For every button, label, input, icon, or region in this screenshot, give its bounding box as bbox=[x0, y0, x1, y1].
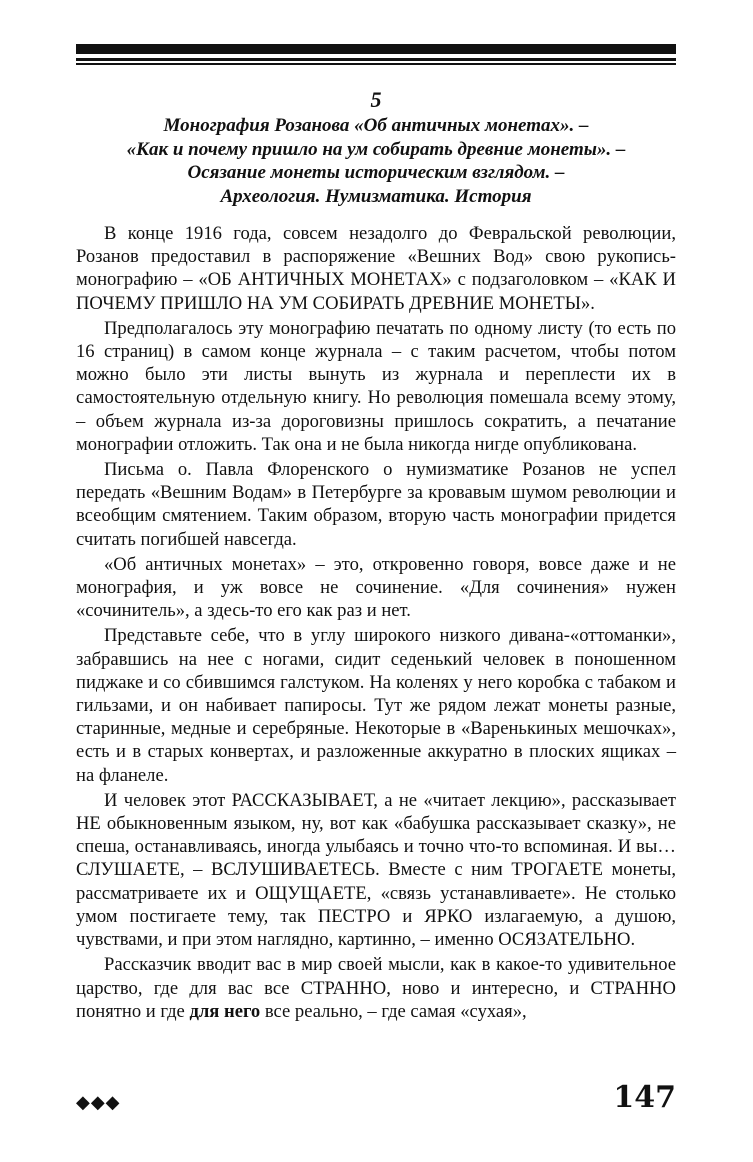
header-rule-thin-lower bbox=[76, 63, 676, 65]
paragraph: Предполагалось эту монографию печатать по одному листу (то есть по 16 страниц) в самом конце журнала – с таким расчетом, чтобы потом можно было эти листы вынуть из журнала и переплести их в самостоятельную отдельную книгу. Но революция помешала всему этому, – объем журнала из-за дороговизны пришлось сократить, а печатание монографии отложить. Так она и не была никогда нигде опубликована. bbox=[76, 317, 676, 455]
paragraph-text: Рассказчик вводит вас в мир своей мысли, как в какое-то удивительное царство, где для вас все СТРАННО, ново и интересно, и СТРАННО понятно и где bbox=[76, 954, 676, 1022]
paragraph: «Об античных монетах» – это, откровенно говоря, вовсе даже и не монография, и уж вовсе не сочинение. «Для сочинения» нужен «сочинитель», а здесь-то его как раз и нет. bbox=[76, 553, 676, 622]
bold-emphasis: для него bbox=[189, 1000, 261, 1022]
chapter-title bbox=[76, 114, 676, 208]
header-rule-thick bbox=[76, 44, 676, 54]
paragraph: В конце 1916 года, совсем незадолго до Февральской революции, Розанов предоставил в распоряжение «Вешних Вод» свою рукопись-монографию – «ОБ АНТИЧНЫХ МОНЕТАХ» с подзаголовком – «КАК И ПОЧЕМУ ПРИШЛО НА УМ СОБИРАТЬ ДРЕВНИЕ МОНЕТЫ». bbox=[76, 223, 676, 314]
chapter-title-line: Археология. Нумизматика. История bbox=[220, 185, 532, 207]
chapter-title-line: «Как и почему пришло на ум собирать древние монеты». – bbox=[126, 138, 626, 160]
paragraph: Представьте себе, что в углу широкого низкого дивана-«оттоманки», забравшись на нее с ногами, сидит седенький человек в поношенном пиджаке и со сбившимся галстуком. На коленях у него коробка с табаком и гильзами, и он набивает папиросы. Тут же рядом лежат монеты разные, старинные, медные и серебряные. Некоторые в «Варенькиных мешочках», есть и в старых конвертах, и разложенные аккуратно в плоских ящиках – на фланеле. bbox=[76, 625, 676, 786]
paragraph-text: все реально, – где самая «сухая», bbox=[260, 1000, 527, 1022]
chapter-number: 5 bbox=[370, 87, 382, 112]
chapter-title-line: Осязание монеты историческим взглядом. – bbox=[187, 162, 565, 183]
header-rule-thin bbox=[76, 58, 676, 61]
paragraph-last bbox=[76, 953, 676, 1023]
paragraph: Письма о. Павла Флоренского о нумизматике Розанов не успел передать «Вешним Водам» в Петербурге за кровавым шумом революции и всеобщим смятением. Таким образом, вторую часть монографии придется считать погибшей навсегда. bbox=[76, 459, 676, 550]
body-text bbox=[76, 222, 676, 1025]
footer-ornament: ◆◆◆ bbox=[76, 1092, 121, 1112]
header-rule bbox=[76, 44, 676, 66]
chapter-title-line: Монография Розанова «Об античных монетах». – bbox=[163, 115, 589, 136]
page-number: 147 bbox=[613, 1080, 676, 1115]
paragraph: И человек этот РАССКАЗЫВАЕТ, а не «читает лекцию», рассказывает НЕ обыкновенным языком, ну, вот как «бабушка рассказывает сказку», не спеша, останавливаясь, иногда улыбаясь и точно что-то вспоминая. И вы… СЛУШАЕТЕ, – ВСЛУШИВАЕТЕСЬ. Вместе с ним ТРОГАЕТЕ монеты, рассматриваете их и ОЩУЩАЕТЕ, «связь устанавливаете». Не столько умом постигаете тему, так ПЕСТРО и ЯРКО излагаемую, а душою, чувствами, и при этом наглядно, картинно, – именно ОСЯЗАТЕЛЬНО. bbox=[76, 789, 676, 951]
